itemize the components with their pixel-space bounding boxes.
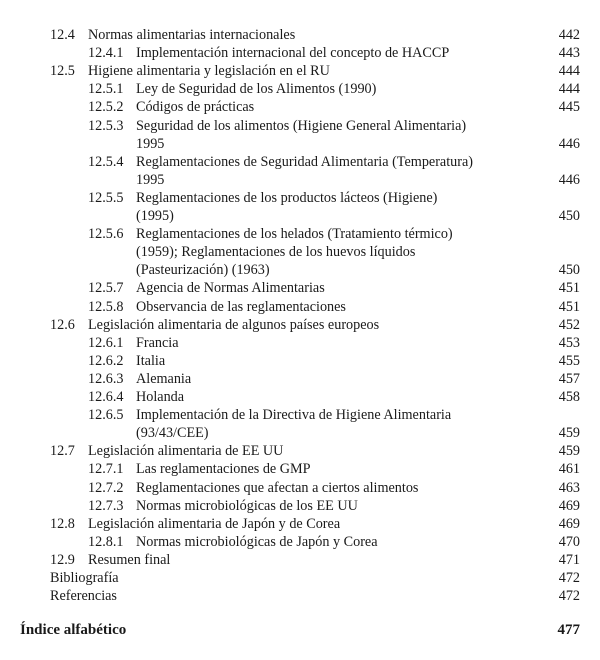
toc-entry: [0, 533, 600, 551]
index-label: Índice alfabético: [20, 622, 127, 638]
toc-entry-page: 445: [558, 99, 580, 116]
toc-entry-title: Normas microbiológicas de Japón y Corea: [136, 533, 378, 550]
toc-entry-title: Legislación alimentaria de EE UU: [88, 443, 284, 460]
toc-entry-title: Reglamentaciones de los productos lácteos (Higiene): [136, 189, 438, 206]
toc-entry-page: 444: [558, 63, 580, 80]
toc-entry: [0, 80, 600, 98]
toc-entry-page: 451: [558, 280, 580, 297]
toc-entry-number: 12.8.1: [88, 533, 124, 550]
toc-entry-page: 469: [558, 497, 580, 514]
index-entry: [0, 621, 600, 641]
toc-entry-title: Italia: [136, 352, 166, 369]
toc-entry-number: 12.5.7: [88, 280, 124, 297]
toc-entry-title: Ley de Seguridad de los Alimentos (1990): [136, 81, 377, 98]
toc-entry: [0, 442, 600, 460]
toc-entry-number: 12.5: [50, 63, 75, 80]
toc-entry-number: 12.8: [50, 515, 75, 532]
toc-entry-title: Resumen final: [88, 551, 171, 568]
toc-entry-title: Implementación de la Directiva de Higiene Alimentaria: [136, 407, 452, 424]
toc-entry-page: 470: [558, 533, 580, 550]
toc-entry-page: 446: [558, 171, 580, 188]
toc-entry-page: 458: [558, 389, 580, 405]
toc-entry-number: 12.6.1: [88, 334, 124, 351]
toc-entry-title: Reglamentaciones de los helados (Tratamiento térmico): [136, 226, 453, 243]
toc-entry-page: 453: [558, 334, 580, 351]
toc-entry-title: Higiene alimentaria y legislación en el RU: [88, 63, 330, 80]
index-page: 477: [557, 622, 580, 638]
toc-entry-title: Legislación alimentaria de Japón y de Corea: [88, 515, 341, 532]
toc-entry-title: Implementación internacional del concepto de HACCP: [136, 45, 450, 62]
toc-entry: [0, 26, 600, 44]
toc-entry-title: (1995): [136, 207, 174, 224]
toc-entry-number: 12.6.4: [88, 389, 124, 405]
toc-entry-number: 12.7.1: [88, 461, 124, 478]
toc-entry-number: 12.6.5: [88, 407, 124, 424]
toc-entry-number: 12.4.1: [88, 45, 124, 62]
toc-entry: [0, 189, 600, 225]
toc-entry-title: 1995: [136, 171, 165, 188]
toc-entry-number: 12.7.2: [88, 479, 124, 496]
toc-entry-page: 450: [558, 207, 580, 224]
toc-entry-title: Holanda: [136, 389, 185, 405]
toc-entry: [0, 497, 600, 515]
toc-entry-title: (93/43/CEE): [136, 425, 209, 442]
toc-entry: [0, 388, 600, 406]
toc-entry-number: 12.5.3: [88, 117, 124, 134]
toc-entry: [0, 370, 600, 388]
toc-entry-page: 463: [558, 479, 580, 496]
toc-entry-number: 12.4: [50, 27, 75, 43]
toc-entry-title: Legislación alimentaria de algunos países europeos: [88, 316, 380, 333]
toc-entry-page: 472: [558, 588, 580, 605]
toc-entry-title: Las reglamentaciones de GMP: [136, 461, 311, 478]
toc-entry-page: 451: [558, 298, 580, 315]
toc-entry: [0, 334, 600, 352]
toc-entry: [0, 587, 600, 605]
toc-entry: [0, 298, 600, 316]
toc-entry-number: 12.5.8: [88, 298, 124, 315]
toc-entry-page: 459: [558, 443, 580, 460]
toc-entry-title: (1959); Reglamentaciones de los huevos líquidos: [136, 244, 416, 261]
toc-entry-page: 442: [558, 27, 580, 43]
toc-entry-number: 12.7: [50, 443, 75, 460]
toc-entry-page: 469: [558, 515, 580, 532]
toc-entry-number: 12.6: [50, 316, 75, 333]
toc-entry-page: 444: [558, 81, 580, 98]
toc-entry-page: 461: [558, 461, 580, 478]
toc-entry: [0, 316, 600, 334]
toc-entry: [0, 98, 600, 116]
toc-entry: [0, 460, 600, 478]
toc-entry: [0, 153, 600, 189]
toc-entry: [0, 406, 600, 442]
toc-entry-title: Referencias: [50, 588, 117, 605]
toc-entry-page: 457: [558, 370, 580, 387]
toc-entry-number: 12.5.5: [88, 189, 124, 206]
toc-entry-title: Reglamentaciones que afectan a ciertos alimentos: [136, 479, 419, 496]
toc-entry-title: Alemania: [136, 370, 192, 387]
toc-entry-title: Códigos de prácticas: [136, 99, 255, 116]
toc-entry-page: 452: [558, 316, 580, 333]
toc-entry-number: 12.6.2: [88, 352, 124, 369]
toc-entry-page: 459: [558, 425, 580, 442]
toc-entry: [0, 44, 600, 62]
toc-entry-title: Reglamentaciones de Seguridad Alimentaria (Temperatura): [136, 153, 474, 170]
toc-entry: [0, 279, 600, 297]
toc-entry-title: Seguridad de los alimentos (Higiene General Alimentaria): [136, 117, 467, 134]
toc-entry: [0, 569, 600, 587]
toc-entry-number: 12.9: [50, 551, 75, 568]
toc-entry: [0, 62, 600, 80]
toc-entry-title: Francia: [136, 334, 179, 351]
toc-entry-title: Agencia de Normas Alimentarias: [136, 280, 325, 297]
toc-entry-number: 12.5.4: [88, 153, 124, 170]
toc-entry-title: Observancia de las reglamentaciones: [136, 298, 346, 315]
toc-entry-page: 446: [558, 135, 580, 152]
toc-entry-page: 471: [558, 551, 580, 568]
toc-entry-number: 12.7.3: [88, 497, 124, 514]
toc-entry-title: Normas alimentarias internacionales: [88, 27, 296, 43]
toc-entry-title: (Pasteurización) (1963): [136, 262, 270, 279]
toc-entry: [0, 352, 600, 370]
toc-entry-number: 12.5.2: [88, 99, 124, 116]
toc-entry: [0, 551, 600, 569]
toc-entry-title: Normas microbiológicas de los EE UU: [136, 497, 358, 514]
toc-entry-number: 12.5.1: [88, 81, 124, 98]
toc-entry: [0, 117, 600, 153]
toc-entry-number: 12.6.3: [88, 370, 124, 387]
toc-entry: [0, 479, 600, 497]
toc-entry-page: 472: [558, 570, 580, 586]
toc-entry-page: 450: [558, 262, 580, 279]
toc-entry: [0, 515, 600, 533]
toc-entry-title: Bibliografía: [50, 570, 119, 586]
toc-entry: [0, 225, 600, 279]
toc-entry-title: 1995: [136, 135, 165, 152]
toc-entry-number: 12.5.6: [88, 226, 124, 243]
toc-entry-page: 443: [558, 45, 580, 62]
toc-entry-page: 455: [558, 352, 580, 369]
